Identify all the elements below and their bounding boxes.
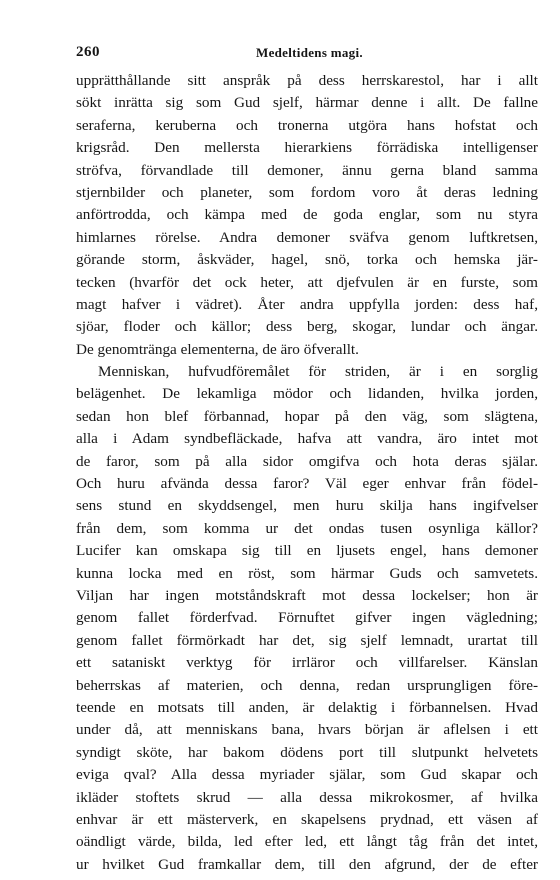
text-line: anförtrodda, och kämpa med de goda englar, som nu styra [76, 206, 538, 224]
text-line: Lucifer kan omskapa sig till en ljusets engel, hans demoner [76, 542, 538, 560]
text-line: tecken (hvarför det ock heter, att djefvulen är en furste, som [76, 273, 538, 291]
text-line: sens stund en skyddsengel, men huru skilja hans ingifvelser [76, 497, 538, 515]
text-line: oändligt värde, bilda, led efter led, ett långt tåg från det intet, [76, 833, 538, 851]
body-text [76, 70, 538, 876]
text-line: Menniskan, hufvudföremålet för striden, är i en sorglig [98, 363, 538, 381]
text-line: syndigt sköte, har bakom dödens port till slutpunkt helvetets [76, 743, 538, 761]
text-line: ett sataniskt verktyg för irrläror och villfarelser. Känslan [76, 654, 538, 672]
text-line: kunna locka med en röst, som härmar Guds och samvetets. [76, 564, 538, 582]
text-line: belägenhet. De lekamliga mödor och lidanden, hvilka jorden, [76, 385, 538, 403]
text-line: sedan hon blef förbannad, hopar på den väg, som slägtena, [76, 407, 538, 425]
text-line: alla i Adam syndbefläckade, hafva att vandra, äro intet mot [76, 430, 538, 448]
text-line: krigsråd. Den mellersta hierarkiens förrädiska intelligenser [76, 139, 538, 157]
text-line: ur hvilket Gud framkallar dem, till den afgrund, der de efter [76, 855, 538, 873]
text-line: genom fallet förmörkadt har det, sig sjelf lemnadt, urartat till [76, 631, 538, 649]
text-line: Och huru afvända dessa faror? Väl eger enhvar från födel- [76, 475, 538, 493]
text-line: sökt inrätta sig som Gud sjelf, härmar denne i allt. De fallne [76, 94, 538, 112]
text-line: de faror, som på alla sidor omgifva och hota deras själar. [76, 452, 538, 470]
text-line: Viljan har ingen motståndskraft mot dessa lockelser; hon är [76, 586, 538, 604]
page-header [76, 44, 540, 64]
running-title: Medeltidens magi. [256, 45, 363, 60]
text-line: himlarnes rörelse. Andra demoner sväfva genom luftkretsen, [76, 228, 538, 246]
text-line: från dem, som komma ur det ondas tusen osynliga källor? [76, 519, 538, 537]
text-line: eviga qval? Alla dessa myriader själar, som Gud skapar och [76, 766, 538, 784]
text-line: stjernbilder och planeter, som fordom voro åt deras ledning [76, 183, 538, 201]
text-line: beherrskas af materien, och denna, redan ursprungligen före- [76, 676, 538, 694]
text-line: sjöar, floder och källor; dess berg, skogar, lundar och ängar. [76, 318, 538, 336]
text-line: enhvar är ett mästerverk, en skapelsens prydnad, ett väsen af [76, 810, 538, 828]
text-line: seraferna, keruberna och tronerna utgöra hans hofstat och [76, 116, 538, 134]
text-line: De genomtränga elementerna, de äro öfverallt. [76, 340, 359, 358]
text-line: teende en motsats till anden, är delaktig i förbannelsen. Hvad [76, 698, 538, 716]
text-line: görande storm, åskväder, hagel, snö, torka och hemska jär- [76, 251, 538, 269]
text-line: upprätthållande sitt anspråk på dess herrskarestol, har i allt [76, 72, 538, 89]
text-line: ströfva, förvandlade till demoner, ännu gerna bland samma [76, 161, 538, 179]
text-line: under då, att menniskans bana, hvars början är aflelsen i ett [76, 721, 538, 739]
page-number: 260 [76, 44, 100, 60]
text-line: genom fallet förderfvad. Förnuftet gifver ingen vägledning; [76, 609, 538, 627]
text-line: magt hafver i vädret). Åter andra uppfylla jorden: dess haf, [76, 295, 538, 313]
text-line: ikläder stoftets skrud — alla dessa mikrokosmer, af hvilka [76, 788, 538, 806]
